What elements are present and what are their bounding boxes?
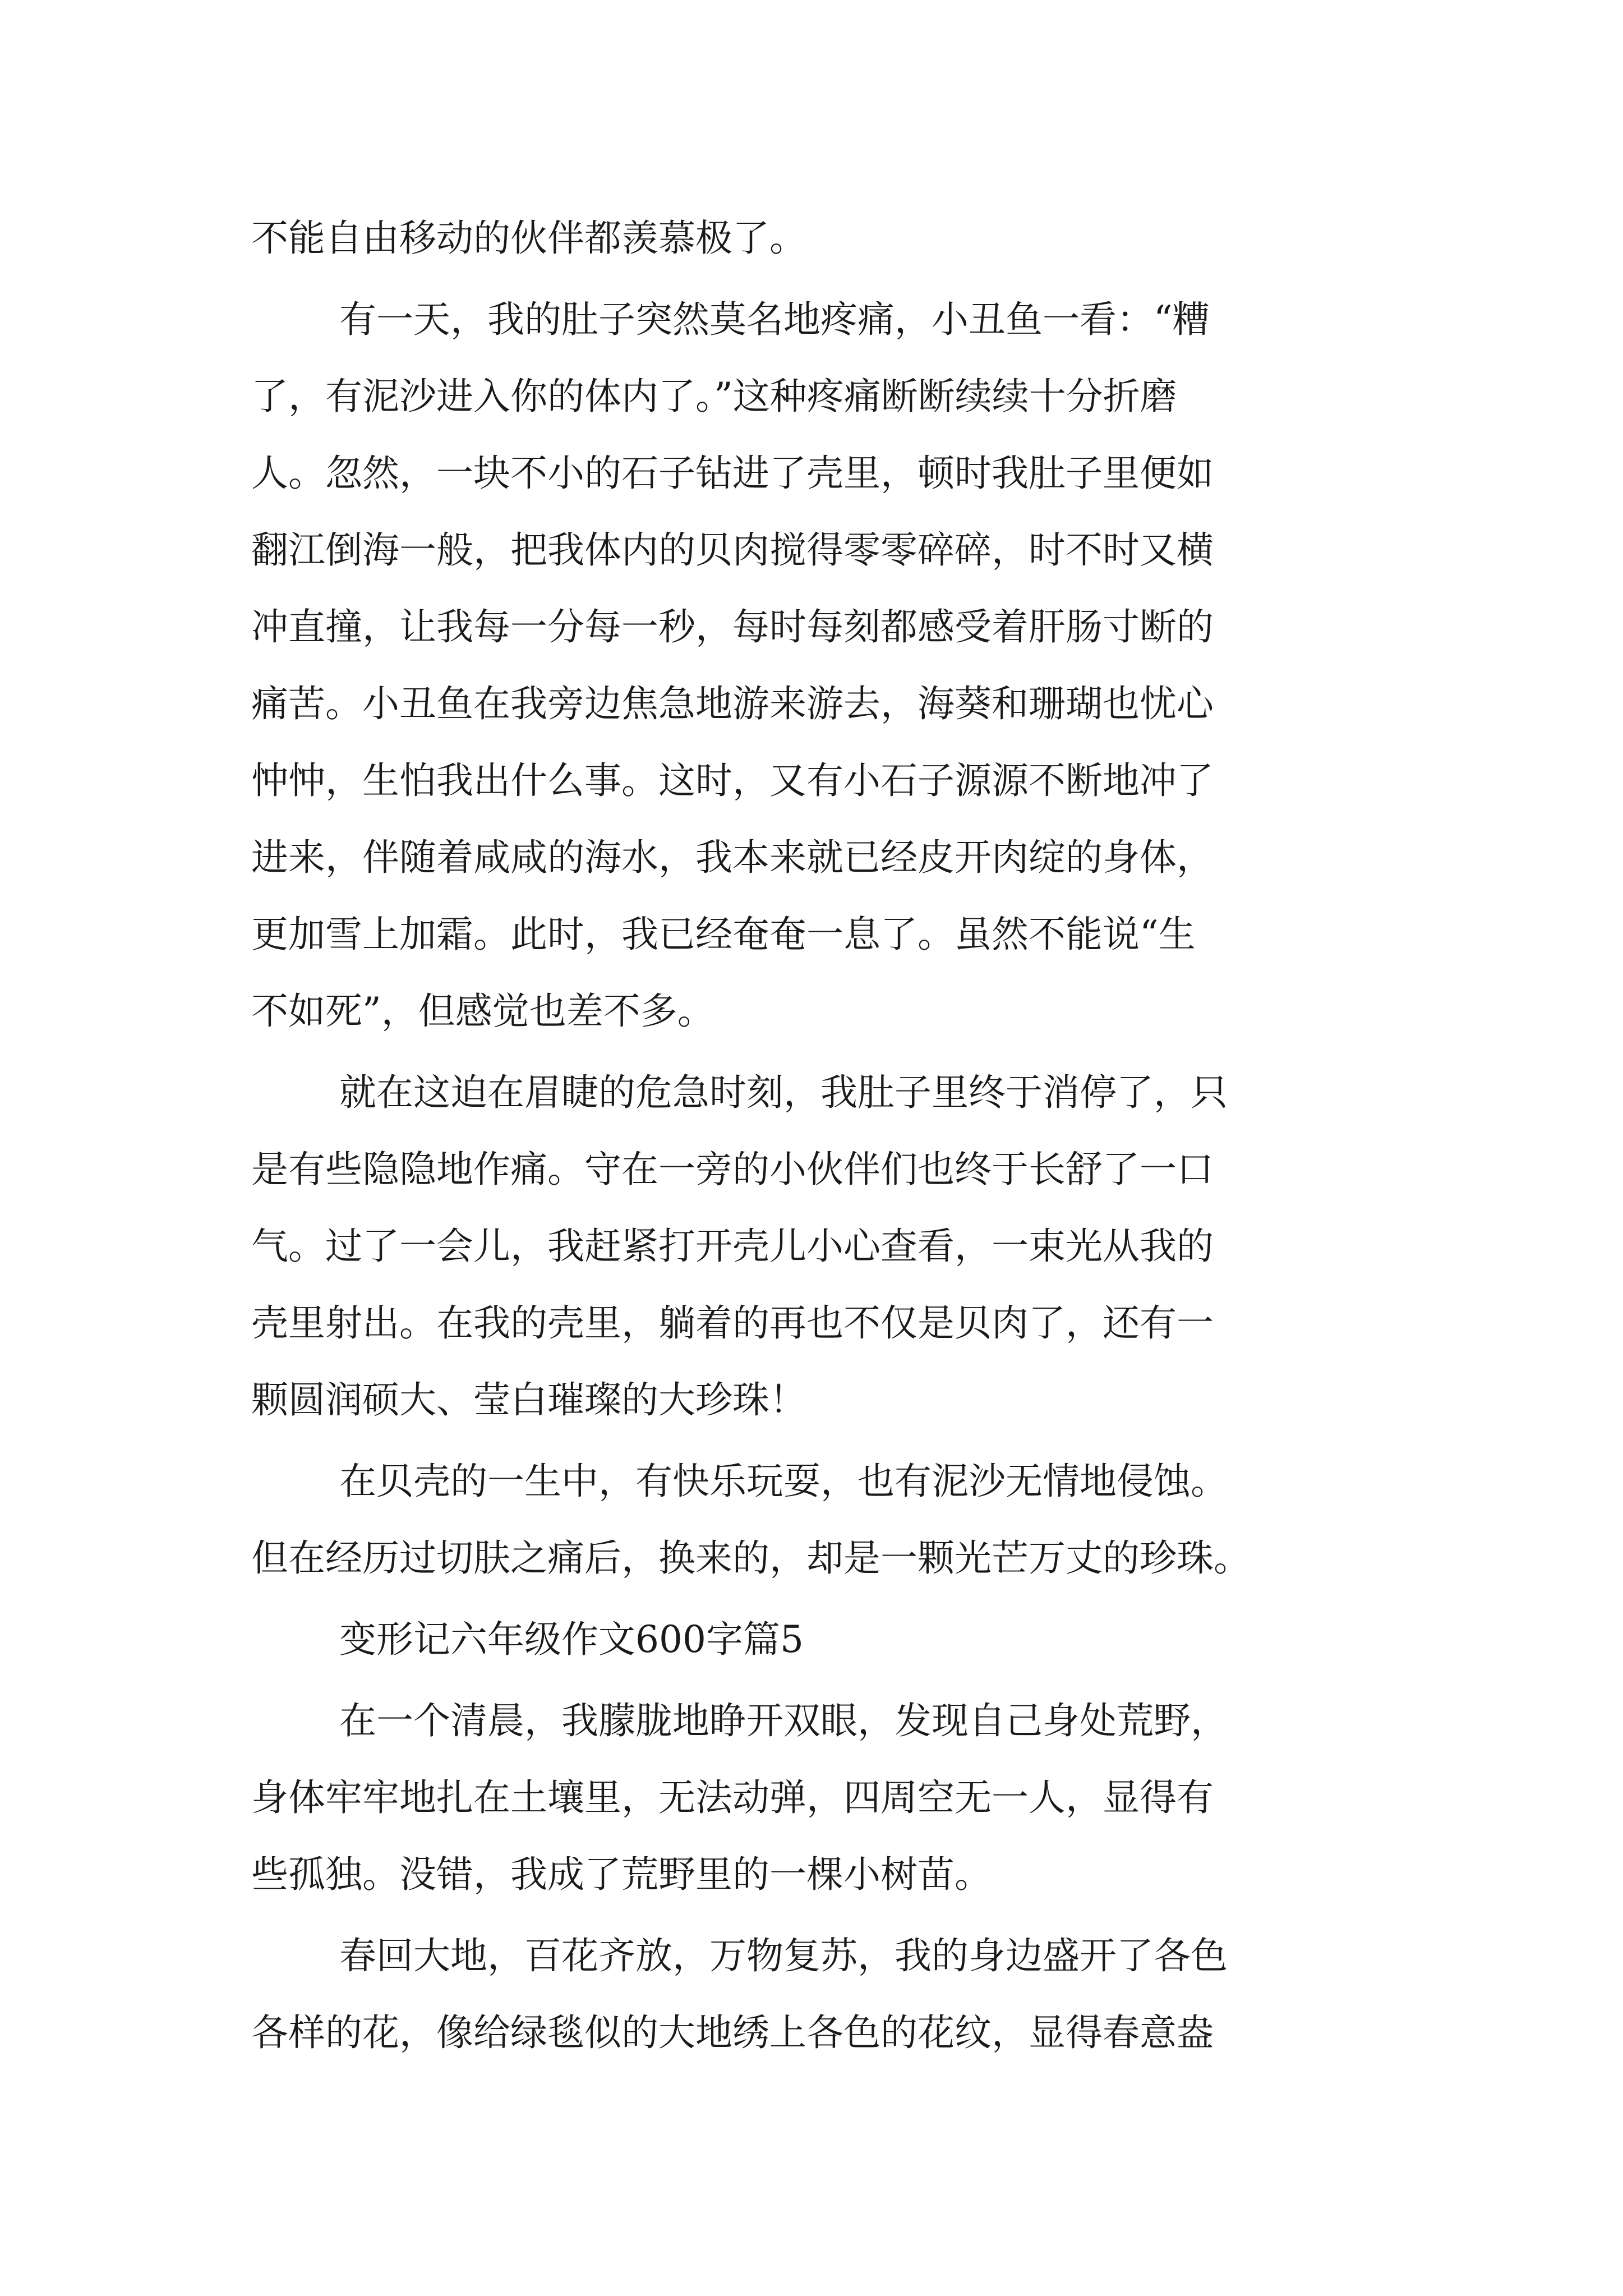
text-line: 人。忽然，一块不小的石子钻进了壳里，顿时我肚子里便如 bbox=[251, 452, 1214, 495]
text-line: 进来，伴随着咸咸的海水，我本来就已经皮开肉绽的身体， bbox=[251, 836, 1214, 879]
text-line: 些孤独。没错，我成了荒野里的一棵小树苗。 bbox=[251, 1853, 992, 1896]
text-line: 了，有泥沙进入你的体内了。”这种疼痛断断续续十分折磨 bbox=[251, 375, 1177, 418]
paragraph-start-line: 在贝壳的一生中，有快乐玩耍，也有泥沙无情地侵蚀。 bbox=[339, 1460, 1228, 1503]
section-heading: 变形记六年级作文600字篇5 bbox=[339, 1618, 804, 1661]
paragraph-start-line: 就在这迫在眉睫的危急时刻，我肚子里终于消停了，只 bbox=[339, 1071, 1228, 1114]
text-line: 痛苦。小丑鱼在我旁边焦急地游来游去，海葵和珊瑚也忧心 bbox=[251, 682, 1214, 725]
text-line: 颗圆润硕大、莹白璀璨的大珍珠！ bbox=[251, 1378, 806, 1421]
text-line: 是有些隐隐地作痛。守在一旁的小伙伴们也终于长舒了一口 bbox=[251, 1148, 1214, 1191]
text-line: 冲直撞，让我每一分每一秒，每时每刻都感受着肝肠寸断的 bbox=[251, 605, 1214, 648]
text-line: 各样的花，像给绿毯似的大地绣上各色的花纹，显得春意盎 bbox=[251, 2011, 1214, 2054]
text-line: 翻江倒海一般，把我体内的贝肉搅得零零碎碎，时不时又横 bbox=[251, 528, 1214, 572]
text-line: 壳里射出。在我的壳里，躺着的再也不仅是贝肉了，还有一 bbox=[251, 1301, 1214, 1345]
text-line: 更加雪上加霜。此时，我已经奄奄一息了。虽然不能说“生 bbox=[251, 913, 1196, 956]
text-line: 身体牢牢地扎在土壤里，无法动弹，四周空无一人，显得有 bbox=[251, 1776, 1214, 1819]
text-line: 不如死”，但感觉也差不多。 bbox=[251, 990, 714, 1033]
text-line: 但在经历过切肤之痛后，换来的，却是一颗光芒万丈的珍珠。 bbox=[251, 1536, 1251, 1580]
text-line: 不能自由移动的伙伴都羡慕极了。 bbox=[251, 217, 806, 260]
paragraph-start-line: 春回大地，百花齐放，万物复苏，我的身边盛开了各色 bbox=[339, 1934, 1228, 1977]
text-line: 忡忡，生怕我出什么事。这时，又有小石子源源不断地冲了 bbox=[251, 759, 1214, 802]
paragraph-start-line: 在一个清晨，我朦胧地睁开双眼，发现自己身处荒野， bbox=[339, 1699, 1228, 1742]
paragraph-start-line: 有一天，我的肚子突然莫名地疼痛，小丑鱼一看：“糟 bbox=[339, 298, 1210, 341]
text-line: 气。过了一会儿，我赶紧打开壳儿小心查看，一束光从我的 bbox=[251, 1225, 1214, 1268]
